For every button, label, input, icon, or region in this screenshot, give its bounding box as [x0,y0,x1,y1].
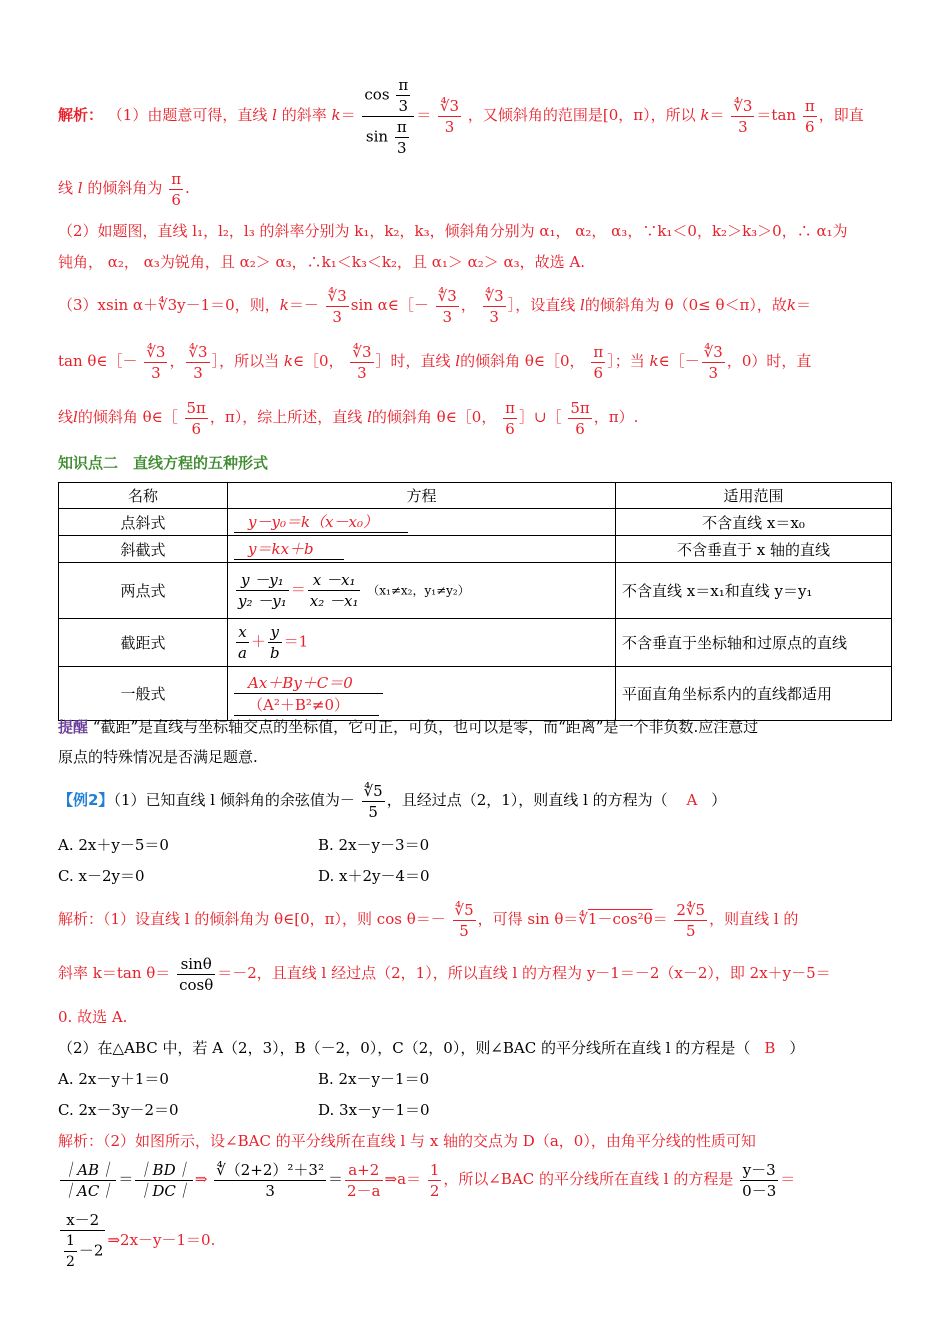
solution-1-line-2: 线 l 的倾斜角为 $\frac{\pi}{6}$ . [58,169,190,209]
option-a: A. 2x－y＋1＝0 [58,1070,169,1088]
solution-2-line-1: （2）如题图，直线 l₁，l₂，l₃ 的斜率分别为 k₁，k₂，k₃，倾斜角分别为 α₁， α₂， α₃，∵k₁＜0，k₂＞k₃＞0，∴ α₁为 [58,222,848,240]
slope-fraction: cos $\frac{\pi}{3}$ sin $\frac{\pi}{3}$ [362,75,414,158]
tip-line-2: 原点的特殊情况是否满足题意. [58,748,258,766]
option-d: D. x＋2y－4＝0 [318,867,430,885]
solution-1-line-1: 解析： （1）由题意可得，直线 l 的斜率 k＝ cos $\frac{\pi}{3}$ sin $\frac{\pi}{3}$ ＝ $\frac{∜3}{3}$ ，又倾斜角的范围是[0，π），所以 k＝ $\frac{∜3}{3}$ ＝tan $\frac{\pi}{6}$ ，即直 [58,75,864,157]
table-row: 一般式 Ax＋By＋C＝0 （A²＋B²≠0） 平面直角坐标系内的直线都适用 [59,667,892,721]
section-title: 知识点二 直线方程的五种形式 [58,454,269,472]
option-c: C. x－2y＝0 [58,867,145,885]
solution-5-line-3: x－2 $\frac{1}{2}$ －2 ⇒2x－y－1＝0. [58,1210,892,1272]
solution-label: 解析： [58,106,104,124]
solution-3-line-3: 线l的倾斜角 θ∈［ $\frac{5\pi}{6}$ ，π），综上所述，直线 l的倾斜角 θ∈［0， $\frac{\pi}{6}$ ］∪［ $\frac{5\pi}{6}$ ，π）. [58,398,639,438]
table-header-row: 名称 方程 适用范围 [59,483,892,509]
option-a: A. 2x＋y－5＝0 [58,836,169,854]
table-row: 两点式 $\frac{\text{y －y₁}}{\text{y₂ －y₁}}$ ＝ $\frac{\text{x －x₁}}{\text{x₂ －x₁}}$ （x₁≠x₂，y₁≠y₂） 不含直线 x＝x₁和直线 y＝y₁ [59,563,892,619]
option-b: B. 2x－y－1＝0 [318,1070,430,1088]
answer-1: A [686,791,698,809]
example-label: 【例2】 [58,791,114,809]
option-c: C. 2x－3y－2＝0 [58,1101,179,1119]
solution-4-line-2: 斜率 k＝tan θ＝ $\frac{\sin\theta}{\cos\theta}$ ＝－2，且直线 l 经过点（2，1），所以直线 l 的方程为 y－1＝－2（x－2），即 2x＋y－5＝ [58,954,831,994]
solution-5-line-2: $\frac{|AB|}{|AC|}$ ＝ $\frac{|BD|}{|DC|}$ ⇒ $\frac{\text{∜（2+2）²＋3²}}{3}$ ＝ $\frac{a+2}{2-a}$ ⇒a＝ $\frac{1}{2}$ ，所以∠BAC 的平分线所在直线 l 的方程是 $\frac{y-3}{0-3}$ ＝ [62,1160,796,1200]
solution-3-line-1: （3）xsin α＋∜3y－1＝0，则，k＝－ $\frac{∜3}{3}$ sin α∈［－ $\frac{∜3}{3}$ ， $\frac{∜3}{3}$ ］，设直线 l的倾斜角为 θ（0≤ θ＜π），故k＝ [58,286,812,326]
table-row: 点斜式 y－y₀＝k（x－x₀） 不含直线 x＝x₀ [59,509,892,536]
tip-label: 提醒 [58,718,89,736]
table-row: 斜截式 y＝kx＋b 不含垂直于 x 轴的直线 [59,536,892,563]
option-d: D. 3x－y－1＝0 [318,1101,430,1119]
solution-4-line-3: 0. 故选 A. [58,1008,128,1026]
tip-line-1: 提醒 “截距”是直线与坐标轴交点的坐标值，它可正，可负，也可以是零，而“距离”是一个非负数.应注意过 [58,718,759,736]
table-row: 截距式 $\frac{x}{a}$ ＋ $\frac{y}{b}$ ＝1 不含垂直于坐标轴和过原点的直线 [59,619,892,667]
solution-4-line-1: 解析：（1）设直线 l 的倾斜角为 θ∈[0，π），则 cos θ＝－ $\frac{∜5}{5}$ ，可得 sin θ＝∜1－cos²θ＝ $\frac{2∜5}{5}$ ，则直线 l 的 [58,900,799,940]
root3-over-3: $\frac{∜3}{3}$ [439,96,460,136]
answer-2: B [764,1039,776,1057]
solution-3-line-2: tan θ∈［－ $\frac{∜3}{3}$ ， $\frac{∜3}{3}$ ］，所以当 k∈［0， $\frac{∜3}{3}$ ］时，直线 l的倾斜角 θ∈［0， $\frac{\pi}{6}$ ］；当 k∈［－ $\frac{∜3}{3}$ ，0）时，直 [58,342,812,382]
solution-5-line-1: 解析：（2）如图所示，设∠BAC 的平分线所在直线 l 与 x 轴的交点为 D（a，0），由角平分线的性质可知 [58,1132,756,1150]
example2-question-1: 【例2】（1）已知直线 l 倾斜角的余弦值为－ $\frac{∜5}{5}$ ，且经过点（2，1），则直线 l 的方程为（ A ） [58,781,727,821]
line-equation-forms-table [58,482,892,721]
option-b: B. 2x－y－3＝0 [318,836,430,854]
solution-2-line-2: 钝角， α₂， α₃为锐角，且 α₂＞ α₃，∴k₁＜k₃＜k₂，且 α₁＞ α₂＞ α₃，故选 A. [58,253,586,271]
example2-question-2: （2）在△ABC 中，若 A（2，3），B（－2，0），C（2，0），则∠BAC 的平分线所在直线 l 的方程是（ B ） [58,1039,805,1057]
